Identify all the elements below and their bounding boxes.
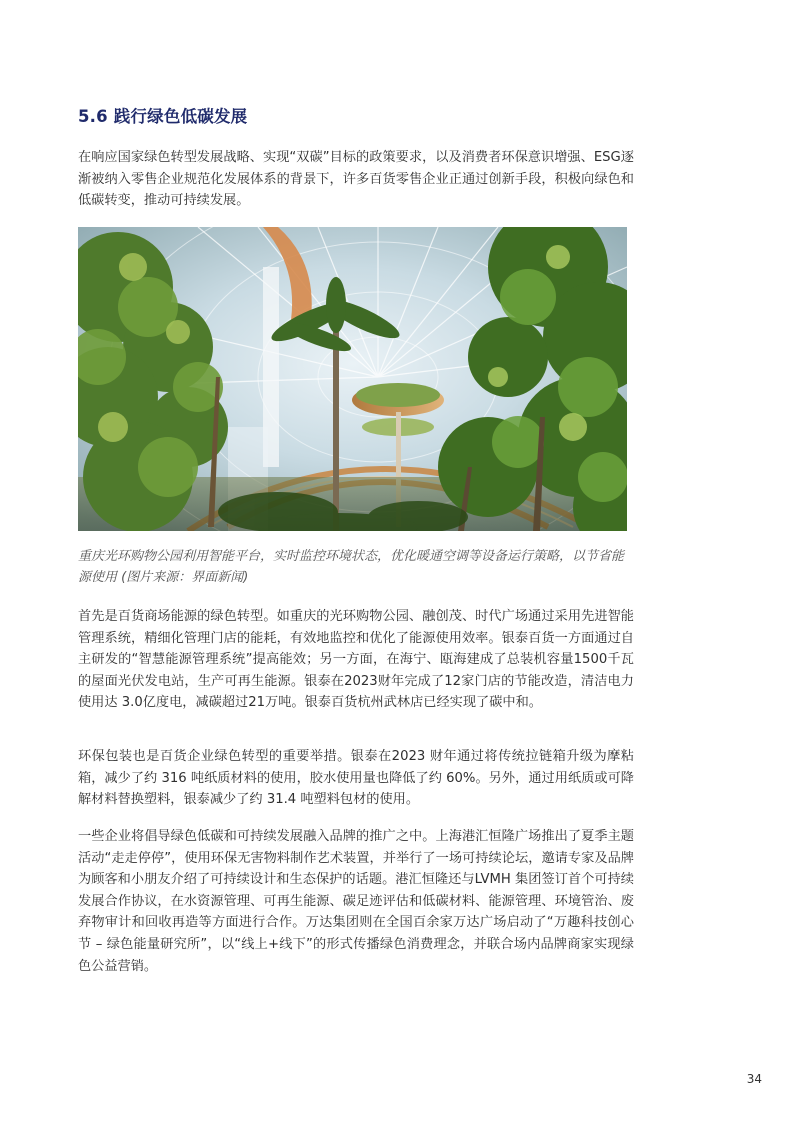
body-paragraph-packaging: 环保包装也是百货企业绿色转型的重要举措。银泰在2023 财年通过将传统拉链箱升级为摩粘箱，减少了约 316 吨纸质材料的使用，胶水使用量也降低了约 60%。另外，通过用纸质或可降解材料替换塑料，银泰减少了约 31.4 吨塑料包材的使用。 bbox=[78, 749, 634, 808]
atrium-photo bbox=[78, 227, 627, 531]
intro-paragraph: 在响应国家绿色转型发展战略、实现“双碳”目标的政策要求，以及消费者环保意识增强、ESG逐渐被纳入零售企业规范化发展体系的背景下，许多百货零售企业正通过创新手段，积极向绿色和低碳转变，推动可持续发展。 bbox=[78, 150, 634, 209]
photo-caption: 重庆光环购物公园利用智能平台，实时监控环境状态，优化暖通空调等设备运行策略，以节省能源使用 (图片来源：界面新闻) bbox=[78, 549, 625, 585]
section-title: 5.6 践行绿色低碳发展 bbox=[78, 107, 248, 126]
body-paragraph-energy: 首先是百货商场能源的绿色转型。如重庆的光环购物公园、融创茂、时代广场通过采用先进智能管理系统，精细化管理门店的能耗，有效地监控和优化了能源使用效率。银泰百货一方面通过自主研发的“智慧能源管理系统”提高能效；另一方面，在海宁、瓯海建成了总装机容量1500千瓦的屋面光伏发电站，生产可再生能源。银泰在2023财年完成了12家门店的节能改造，清洁电力使用达 3.0亿度电，减碳超过21万吨。银泰百货杭州武林店已经实现了碳中和。 bbox=[78, 609, 634, 711]
page-number: 34 bbox=[746, 1072, 762, 1086]
body-paragraph-branding: 一些企业将倡导绿色低碳和可持续发展融入品牌的推广之中。上海港汇恒隆广场推出了夏季主题活动“走走停停”，使用环保无害物料制作艺术装置，并举行了一场可持续论坛，邀请专家及品牌为顾客和小朋友介绍了可持续设计和生态保护的话题。港汇恒隆还与LVMH 集团签订首个可持续发展合作协议，在水资源管理、可再生能源、碳足迹评估和低碳材料、能源管理、环境管治、废弃物审计和回收再造等方面进行合作。万达集团则在全国百余家万达广场启动了“万趣科技创心节 – 绿色能量研究所”，以“线上+线下”的形式传播绿色消费理念，并联合场内品牌商家实现绿色公益营销。 bbox=[78, 829, 634, 974]
